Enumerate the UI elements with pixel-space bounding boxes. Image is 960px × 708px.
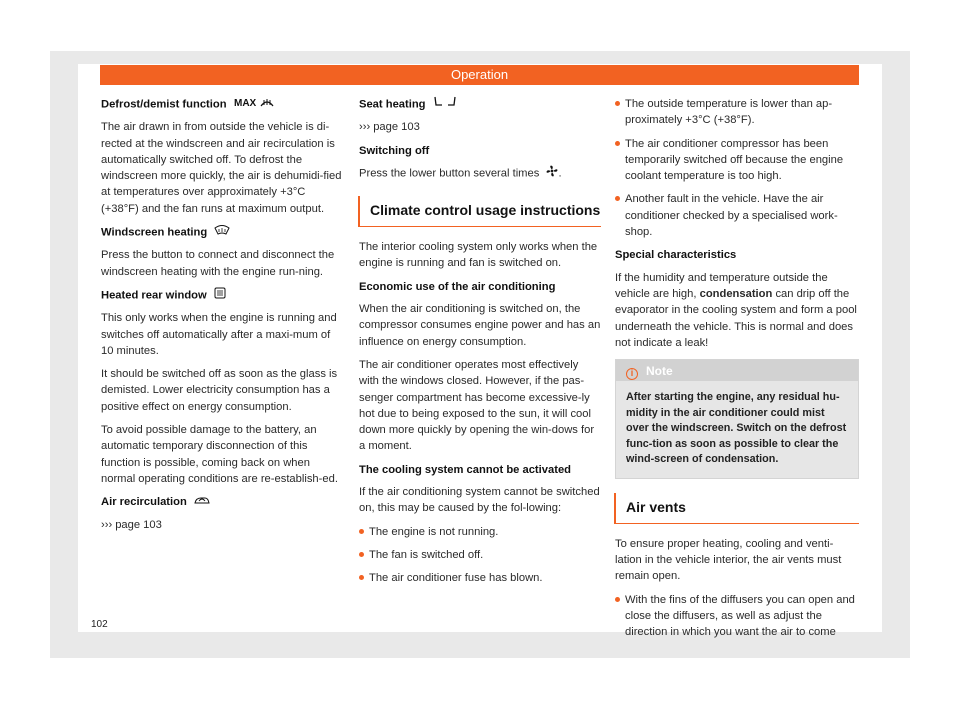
- air-vents-title: Air vents: [614, 493, 859, 524]
- info-icon: i: [626, 368, 638, 380]
- switching-off-text: Press the lower button several times .: [359, 165, 601, 182]
- rear-window-text-2: It should be switched off as soon as the glass is demisted. Lower electricity consumption has a positive effect on energy consumption.: [101, 368, 338, 413]
- seat-heating-icon: [433, 96, 457, 113]
- cannot-activate-heading: The cooling system cannot be activated: [359, 463, 571, 476]
- column-1: [101, 96, 343, 540]
- windscreen-heading: Windscreen heating: [101, 224, 343, 241]
- windscreen-heating-icon: [214, 224, 230, 241]
- recirculation-heading: Air recirculation: [101, 494, 343, 510]
- special-characteristics-text: If the humidity and temperature outside the vehicle are high, condensation can drip off the evaporator in the cooling system and form a pool underneath the vehicle. This is normal and does not indicate a leak!: [615, 271, 857, 349]
- fan-icon: [546, 165, 558, 182]
- condensation-term: condensation: [699, 287, 773, 300]
- list-item: The fan is switched off.: [359, 547, 601, 563]
- defrost-text: The air drawn in from outside the vehicle is di-rected at the windscreen and air recirculation is automatically switched off. To defrost the windscreen more quickly, the air is dehumidi-fied at temperatures over approximately +3°C (+38°F) and the fan runs at maximum output.: [101, 121, 342, 215]
- list-item: Another fault in the vehicle. Have the air conditioner checked by a specialised work-shop.: [615, 191, 859, 240]
- page-number: 102: [91, 619, 108, 630]
- max-defrost-icon: [234, 96, 274, 113]
- climate-instructions-title: Climate control usage instructions: [358, 196, 601, 227]
- rear-window-heading: Heated rear window: [101, 287, 343, 304]
- windscreen-text: Press the button to connect and disconnect the windscreen heating with the engine run-ning.: [101, 249, 335, 278]
- rear-window-text-3: To avoid possible damage to the battery, an automatic temporary disconnection of this function is possible, coming back on when normal operating conditions are re-establish-ed.: [101, 424, 338, 485]
- recirculation-icon: [194, 494, 210, 510]
- column-2: [359, 96, 601, 594]
- column-3: [615, 96, 859, 647]
- rear-window-heating-icon: [214, 287, 226, 304]
- economic-use-heading: Economic use of the air conditioning: [359, 280, 556, 293]
- rear-window-text-1: This only works when the engine is running and switches off automatically after a maxi-mum of 10 minutes.: [101, 312, 337, 357]
- defrost-heading: Defrost/demist function MAX: [101, 96, 343, 113]
- note-text: After starting the engine, any residual hu-midity in the air conditioner could mist over the windscreen. Switch on the defrost func-tion as soon as possible to clear the wind-screen of condensation.: [626, 391, 847, 466]
- section-header: Operation: [100, 65, 859, 85]
- air-vents-text: To ensure proper heating, cooling and venti-lation in the vehicle interior, the air vents must remain open.: [615, 537, 842, 583]
- switching-off-heading: Switching off: [359, 144, 430, 157]
- recirculation-ref-link[interactable]: ››› page 103: [101, 518, 162, 531]
- cooling-intro: The interior cooling system only works when the engine is running and fan is switched on.: [359, 241, 598, 270]
- economic-use-text-2: The air conditioner operates most effectively with the windows closed. However, if the pas-senger compartment has become excessive-ly hot due to being exposed to the sun, it will cool down more quickly by opening the win-dows for a moment.: [359, 358, 595, 453]
- note-box: [615, 359, 859, 479]
- list-item: The air conditioner compressor has been temporarily switched off because the engine coolant temperature is too high.: [615, 136, 859, 185]
- list-item: The outside temperature is lower than ap-proximately +3°C (+38°F).: [615, 96, 859, 129]
- seat-heating-ref-link[interactable]: ››› page 103: [359, 121, 420, 134]
- special-characteristics-heading: Special characteristics: [615, 249, 737, 262]
- list-item: With the fins of the diffusers you can open and close the diffusers, as well as adjust the direction in which you want the air to come: [615, 592, 859, 641]
- cannot-activate-text: If the air conditioning system cannot be switched on, this may be caused by the fol-lowing:: [359, 486, 600, 515]
- seat-heating-heading: Seat heating: [359, 96, 601, 113]
- svg-text:MAX: MAX: [233, 98, 256, 108]
- list-item: The engine is not running.: [359, 524, 601, 540]
- list-item: The air conditioner fuse has blown.: [359, 570, 601, 586]
- economic-use-text-1: When the air conditioning is switched on, the compressor consumes engine power and has an influence on energy consumption.: [359, 303, 601, 348]
- note-header: i Note: [616, 360, 858, 381]
